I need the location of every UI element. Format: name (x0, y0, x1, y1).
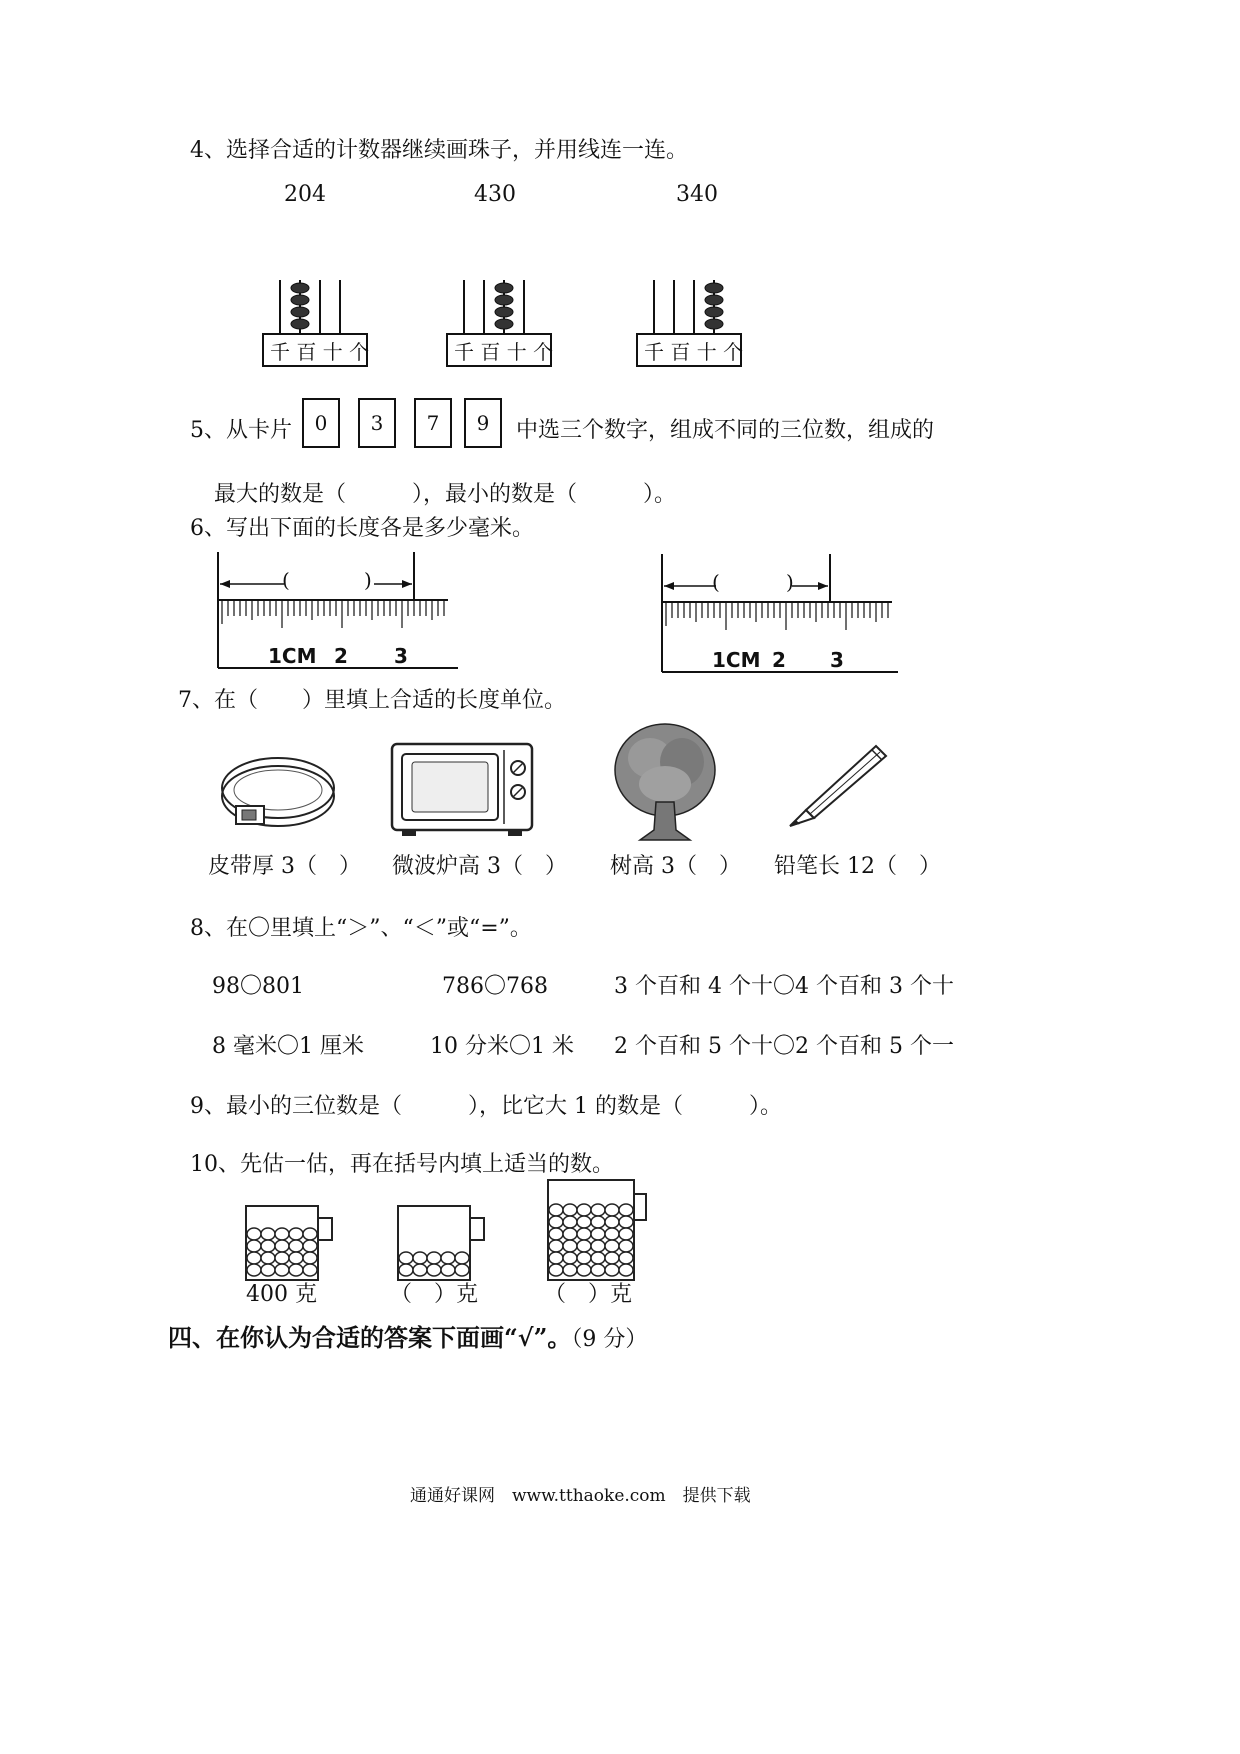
pencil-image (788, 740, 898, 840)
section-4-points: （9 分） (571, 1327, 648, 1352)
compare-right: 768 (506, 974, 549, 999)
ruler-paren-left: ( (712, 570, 720, 594)
compare-right: 4 个百和 3 个十 (795, 974, 954, 999)
ruler-1 (214, 552, 464, 672)
digit-card-0: 0 (302, 398, 340, 448)
tree-image (610, 722, 720, 842)
ruler-2 (658, 554, 908, 676)
cup-1-image (244, 1204, 344, 1284)
compare-left: 786 (442, 974, 484, 999)
cup-2-label: （ ）克 (390, 1282, 479, 1307)
q8-r1c1 (212, 976, 304, 998)
abacus-counter-3 (636, 248, 756, 368)
ruler-label-2: 2 (334, 644, 348, 668)
ruler-paren-right: ) (364, 568, 372, 592)
compare-right: 2 个百和 5 个一 (795, 1034, 954, 1059)
blank-circle-icon[interactable]: 〇 (772, 1034, 795, 1059)
q6-text: 6、写出下面的长度各是多少毫米。 (190, 516, 534, 541)
blank-circle-icon[interactable]: 〇 (772, 974, 795, 999)
q5-suffix: 中选三个数字，组成不同的三位数，组成的 (516, 418, 935, 443)
cup-1-label: 400 克 (246, 1282, 317, 1307)
section-4-title: 四、在你认为合适的答案下面画“√”。 (168, 1323, 572, 1352)
ruler-paren-left: ( (282, 568, 290, 592)
q5-prefix: 5、从卡片 (190, 418, 292, 443)
section-4-heading (168, 1323, 648, 1352)
q8-r2c2 (430, 1036, 574, 1058)
q8-r1c3 (614, 976, 954, 998)
digit-card-7: 7 (414, 398, 452, 448)
q4-number-1: 204 (284, 182, 326, 207)
cup-3-label: （ ）克 (544, 1282, 633, 1307)
blank-circle-icon[interactable]: 〇 (484, 974, 507, 999)
cup-3-image (546, 1178, 656, 1288)
q7-item-microwave: 微波炉高 3（ ） (392, 854, 567, 879)
q7-item-pencil: 铅笔长 12（ ） (774, 854, 941, 879)
abacus-label: 千 百 十 个 (270, 340, 370, 364)
footer-text: 通通好课网 www.tthaoke.com 提供下载 (410, 1486, 751, 1506)
ruler-label-3: 3 (394, 644, 408, 668)
q4-number-2: 430 (474, 182, 516, 207)
microwave-image (388, 740, 538, 840)
q7-item-belt: 皮带厚 3（ ） (208, 854, 361, 879)
compare-left: 98 (212, 974, 240, 999)
compare-left: 2 个百和 5 个十 (614, 1034, 773, 1059)
q4-number-3: 340 (676, 182, 718, 207)
q8-r2c1 (212, 1036, 364, 1058)
compare-left: 10 分米 (430, 1034, 509, 1059)
q4-text: 4、选择合适的计数器继续画珠子，并用线连一连。 (190, 138, 688, 163)
ruler-label-1cm: 1CM (268, 644, 317, 668)
q7-item-tree: 树高 3（ ） (610, 854, 741, 879)
compare-right: 1 米 (531, 1034, 575, 1059)
q8-r2c3 (614, 1036, 954, 1058)
belt-image (218, 750, 338, 840)
q5-line2: 最大的数是（ ），最小的数是（ ）。 (214, 482, 677, 507)
blank-circle-icon[interactable]: 〇 (509, 1034, 532, 1059)
digit-card-9: 9 (464, 398, 502, 448)
blank-circle-icon[interactable]: 〇 (240, 974, 263, 999)
q8-text: 8、在〇里填上“＞”、“＜”或“=”。 (190, 916, 532, 941)
ruler-paren-right: ) (786, 570, 794, 594)
abacus-counter-2 (446, 248, 566, 368)
ruler-label-2: 2 (772, 648, 786, 672)
q10-text: 10、先估一估，再在括号内填上适当的数。 (190, 1152, 614, 1177)
ruler-label-3: 3 (830, 648, 844, 672)
blank-circle-icon[interactable]: 〇 (277, 1034, 300, 1059)
abacus-counter-1 (262, 248, 382, 368)
compare-right: 1 厘米 (299, 1034, 365, 1059)
digit-card-3: 3 (358, 398, 396, 448)
q9-text: 9、最小的三位数是（ ），比它大 1 的数是（ ）。 (190, 1094, 782, 1119)
ruler-label-1cm: 1CM (712, 648, 761, 672)
compare-left: 3 个百和 4 个十 (614, 974, 773, 999)
cup-2-image (396, 1204, 496, 1284)
compare-left: 8 毫米 (212, 1034, 277, 1059)
q8-r1c2 (442, 976, 548, 998)
abacus-label: 千 百 十 个 (644, 340, 744, 364)
compare-right: 801 (262, 974, 305, 999)
abacus-label: 千 百 十 个 (454, 340, 554, 364)
q7-text: 7、在（ ）里填上合适的长度单位。 (178, 688, 566, 713)
